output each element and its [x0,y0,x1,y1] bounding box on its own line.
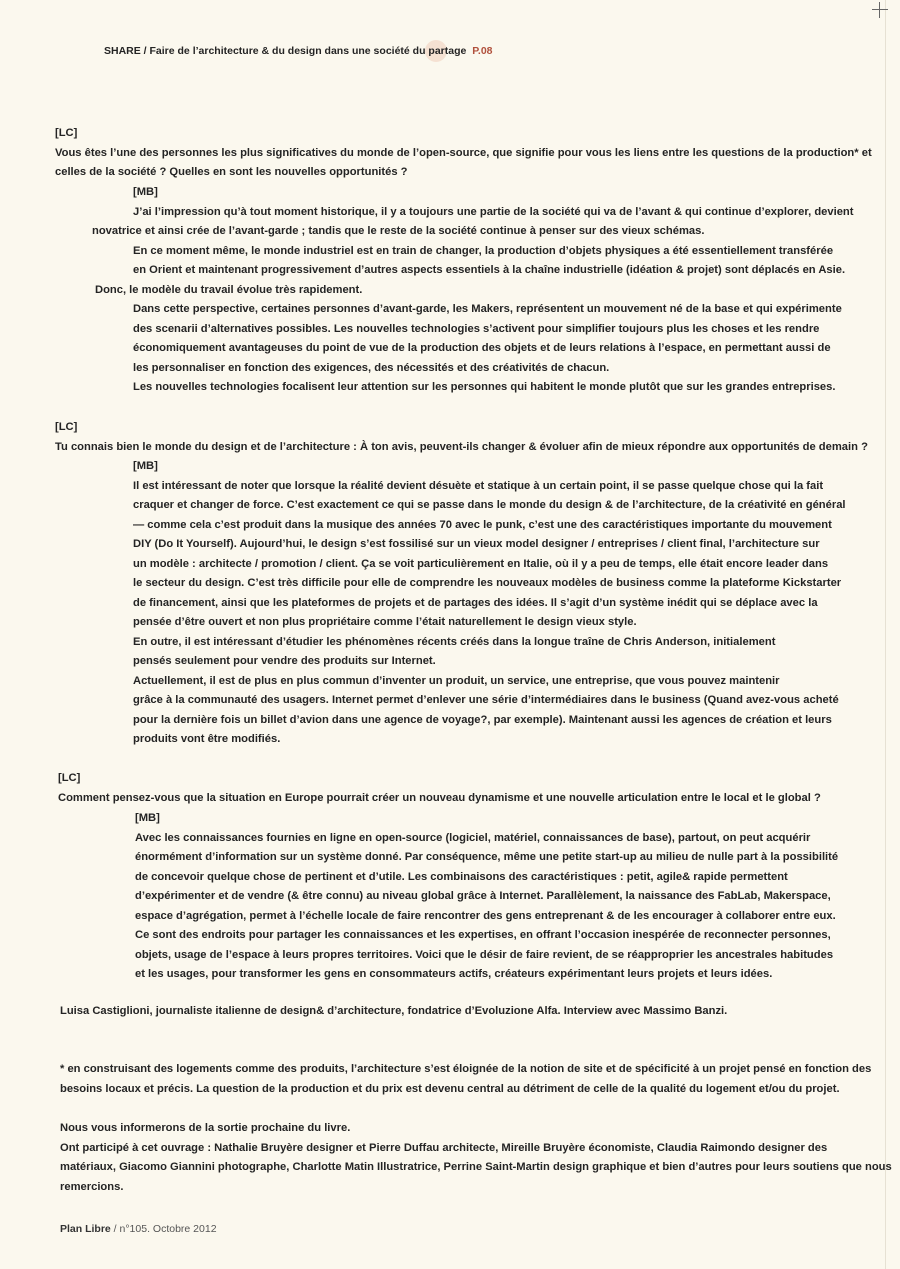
question-line: Comment pensez-vous que la situation en Europe pourrait créer un nouveau dynamisme et une nouvelle articulation entre le local et le global ? [58,791,821,804]
footnote-line: besoins locaux et précis. La question de la production et du prix est devenu central au détriment de celle de la qualité du logement et/ou du projet. [60,1082,840,1095]
answer-line: Les nouvelles technologies focalisent leur attention sur les personnes qui habitent le monde plutôt que sur les grandes entreprises. [133,381,836,393]
answer-line: grâce à la communauté des usagers. Internet permet d’enlever une série d’intermédiaires dans le business (Quand avez-vous acheté [133,694,839,706]
question-line: celles de la société ? Quelles en sont les nouvelles opportunités ? [55,166,408,178]
question-speaker-tag: [LC] [55,127,78,139]
answer-2 [133,457,846,750]
page-footer [60,1223,217,1235]
answer-line: espace d’agrégation, permet à l’échelle locale de faire rencontrer des gens entreprenant & de les encourager à collaborer entre eux. [135,909,836,922]
credit-line: Luisa Castiglioni, journaliste italienne de design& d’architecture, fondatrice d’Evoluzione Alfa. Interview avec Massimo Banzi. [60,1005,728,1017]
running-header-title: SHARE / Faire de l’architecture & du design dans une société du partage [104,45,467,57]
answer-line: et les usages, pour transformer les gens en consommateurs actifs, créateurs expérimentant leurs projets et leurs idées. [135,968,773,980]
answer-speaker-tag: [MB] [133,186,158,198]
answer-line: énormément d’information sur un système donné. Par conséquence, même une petite start-up au milieu de nulle part à la possibilité [135,851,839,863]
answer-line: objets, usage de l’espace à leurs propres territoires. Voici que le désir de faire revient, de se réapproprier les ancestrales habitudes [135,948,834,961]
answer-line: Dans cette perspective, certaines personnes d’avant-garde, les Makers, représentent un mouvement né de la base et qui expérimente [133,303,842,315]
answer-line: pensés seulement pour vendre des produits sur Internet. [133,655,436,667]
notice-line: matériaux, Giacomo Giannini photographe, Charlotte Matin Illustratrice, Perrine Saint-Martin design graphique et bien d’autres pour leurs soutiens que nous [60,1161,892,1173]
question-1 [55,124,872,183]
notice-line: remercions. [60,1180,124,1193]
answer-line: craquer et changer de force. C’est exactement ce qui se passe dans le monde du design & de l’architecture, de la créativité en général [133,499,846,511]
crop-mark-icon [872,2,888,18]
notice-line: Ont participé à cet ouvrage : Nathalie Bruyère designer et Pierre Duffau architecte, Mireille Bruyère économiste, Claudia Raimondo designer des [60,1141,828,1154]
answer-line: En ce moment même, le monde industriel est en train de changer, la production d’objets physiques a été essentiellement transférée [133,244,834,257]
answer-line: un modèle : architecte / promotion / client. Ça se voit particulièrement en Italie, où il y a peu de temps, elle était encore leader dans [133,557,829,570]
answer-line: en Orient et maintenant progressivement d’autres aspects essentiels à la chaîne industrielle (idéation & projet) sont déplacés en Asie. [133,264,846,276]
magazine-name: Plan Libre [60,1223,111,1235]
answer-line: J’ai l’impression qu’à tout moment historique, il y a toujours une partie de la société qui va de l’avant & qui continue d’explorer, devient [133,205,854,218]
answer-line: des scenarii d’alternatives possibles. Les nouvelles technologies s’activent pour simplifier toujours plus les choses et les rendre [133,322,820,335]
answer-line: les personnaliser en fonction des exigences, des nécessités et des créativités de chacun. [133,361,610,374]
answer-line: de concevoir quelque chose de pertinent et d’utile. Les combinaisons des caractéristiques : petit, agile& rapide permettent [135,870,788,883]
answer-line: En outre, il est intéressant d’étudier les phénomènes récents créés dans la longue traîne de Chris Anderson, initialement [133,635,776,648]
answer-line: d’expérimenter et de vendre (& être connu) au niveau global grâce à Internet. Parallèlement, la naissance des FabLab, Makerspace, [135,890,831,902]
answer-line: novatrice et ainsi crée de l’avant-garde ; tandis que le reste de la société continue à penser sur des vieux schémas. [92,225,705,237]
running-header [104,45,493,57]
footnote-line: * en construisant des logements comme des produits, l’architecture s’est éloignée de la notion de site et de spécificité à un projet pensé en fonction des [60,1063,872,1075]
answer-1 [92,183,854,398]
answer-line: économiquement avantageuses du point de vue de la production des objets et de leurs relations à l’espace, en permettant aussi de [133,342,831,354]
answer-line: — comme cela c’est produit dans la musique des années 70 avec le punk, c’est une des caractéristiques importante du mouvement [133,518,832,531]
issue-info: / n°105. Octobre 2012 [110,1223,217,1235]
answer-speaker-tag: [MB] [135,812,160,824]
answer-line: Donc, le modèle du travail évolue très rapidement. [95,283,363,296]
interview-credit [60,1002,727,1022]
notice-line: Nous vous informerons de la sortie prochaine du livre. [60,1122,351,1134]
answer-line: Actuellement, il est de plus en plus commun d’inventer un produit, un service, une entreprise, que vous pouvez maintenir [133,674,780,687]
question-3 [58,769,821,808]
question-line: Tu connais bien le monde du design et de l’architecture : À ton avis, peuvent-ils changer & évoluer afin de mieux répondre aux opportunités de demain ? [55,440,868,453]
answer-line: Il est intéressant de noter que lorsque la réalité devient désuète et statique à un certain point, il se passe quelque chose qui la fait [133,479,824,492]
page-number: P.08 [472,45,493,57]
answer-line: le secteur du design. C’est très difficile pour elle de comprendre les nouveaux modèles de business comme la plateforme Kickstarter [133,577,842,589]
answer-line: Ce sont des endroits pour partager les connaissances et les expertises, en offrant l’occasion inespérée de reconnecter personnes, [135,929,831,941]
answer-line: Avec les connaissances fournies en ligne en open-source (logiciel, matériel, connaissances de base), partout, on peut acquérir [135,831,811,844]
answer-line: produits vont être modifiés. [133,733,281,745]
answer-line: pour la dernière fois un billet d’avion dans une agence de voyage?, par exemple). Maintenant aussi les agences de création et leurs [133,713,832,726]
answer-3 [135,809,838,985]
answer-line: DIY (Do It Yourself). Aujourd’hui, le design s’est fossilisé sur un vieux model designer / entreprises / client final, l’architecture sur [133,538,820,550]
answer-line: pensée d’être ouvert et non plus propriétaire comme l’était naturellement le design vieux style. [133,616,637,628]
footnote [60,1060,871,1099]
question-2 [55,418,868,457]
question-line: Vous êtes l’une des personnes les plus significatives du monde de l’open-source, que signifie pour vous les liens entre les questions de la production* et [55,146,872,159]
answer-speaker-tag: [MB] [133,460,158,472]
question-speaker-tag: [LC] [55,421,78,433]
question-speaker-tag: [LC] [58,772,81,784]
answer-line: de financement, ainsi que les plateformes de projets et de partages des idées. Il s’agit d’un système inédit qui se déplace avec la [133,596,818,609]
page-edge [885,0,886,1269]
publication-notice [60,1119,892,1197]
